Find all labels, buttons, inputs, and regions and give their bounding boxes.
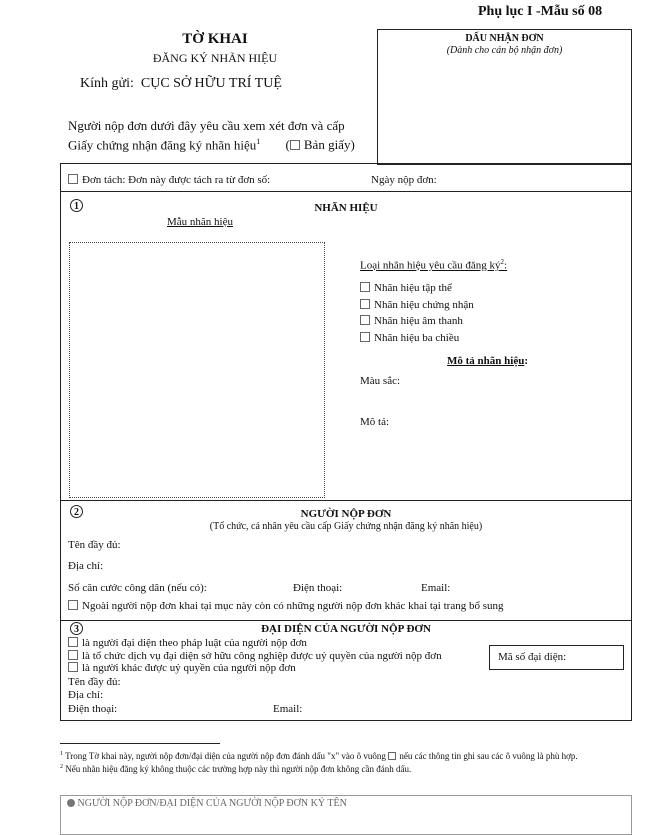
paper-checkbox[interactable] [290, 140, 300, 150]
form-title: TỜ KHAI [182, 31, 248, 47]
applicant-subtitle: (Tổ chức, cá nhân yêu cầu cấp Giấy chứng nhận đăng ký nhãn hiệu) [209, 521, 483, 532]
signature-box[interactable] [60, 795, 632, 835]
checkbox[interactable] [360, 299, 370, 309]
other-applicants-checkbox[interactable] [68, 600, 78, 610]
rep-address-label: Địa chỉ: [68, 689, 104, 701]
stamp-box [377, 29, 632, 165]
other-applicants-row [68, 600, 504, 612]
applicant-phone-label: Điện thoại: [293, 582, 343, 594]
footnote-2: $^2$ Nếu nhãn hiệu đăng ký không thuộc các trường hợp này thì người nộp đơn không cần đánh dấu. [60, 764, 412, 774]
signature-title-row [67, 798, 347, 809]
rep-code-label: Mã số đại diện: [498, 651, 567, 663]
section-number-1: 1 [70, 199, 83, 212]
split-application-row [68, 174, 270, 186]
mark-type-sound[interactable]: Nhãn hiệu âm thanh [360, 313, 474, 330]
footnotes [60, 749, 634, 775]
applicant-address-label: Địa chỉ: [68, 560, 104, 572]
split-checkbox[interactable] [68, 174, 78, 184]
checkbox[interactable] [360, 332, 370, 342]
request-text [68, 118, 372, 153]
paper-option: Bản giấy) [303, 137, 355, 153]
mark-type-3d[interactable]: Nhãn hiệu ba chiều [360, 330, 474, 347]
mark-description-title: Mô tả nhãn hiệu: [447, 355, 528, 367]
filing-date-label: Ngày nộp đơn: [371, 174, 437, 186]
representative-title: ĐẠI DIỆN CỦA NGƯỜI NỘP ĐƠN [261, 623, 431, 635]
rep-code-box[interactable] [489, 645, 624, 670]
mark-sample-box[interactable] [69, 242, 325, 498]
request-line-1: Người nộp đơn dưới đây yêu cầu xem xét đơn và cấp [68, 118, 345, 133]
mark-description-label: Mô tả: [360, 416, 390, 428]
rep-name-label: Tên đầy đủ: [68, 676, 121, 688]
section-number-3: 3 [70, 622, 83, 635]
split-label: Đơn tách: Đơn này được tách ra từ đơn số: [82, 174, 271, 186]
mark-section-title: NHÃN HIỆU [314, 202, 378, 214]
footnote-ref-1: 1 [256, 137, 261, 146]
checkbox[interactable] [68, 650, 78, 660]
section-number-2: 2 [70, 505, 83, 518]
applicant-email-label: Email: [421, 582, 451, 594]
mark-type-list [360, 280, 474, 346]
rep-phone-label: Điện thoại: [68, 703, 118, 715]
mark-type-certification[interactable]: Nhãn hiệu chứng nhận [360, 297, 474, 314]
mark-sample-label: Mẫu nhãn hiệu [167, 216, 233, 228]
divider [60, 500, 632, 501]
checkbox[interactable] [360, 315, 370, 325]
appendix-label: Phụ lục I -Mẫu số 08 [478, 4, 603, 19]
checkbox[interactable] [68, 637, 78, 647]
applicant-id-label: Số căn cước công dân (nếu có): [68, 582, 207, 594]
checkbox-icon [388, 752, 396, 760]
addressee-line [80, 76, 282, 92]
checkbox[interactable] [360, 282, 370, 292]
checkbox[interactable] [68, 662, 78, 672]
divider [60, 620, 632, 621]
signature-title: NGƯỜI NỘP ĐƠN/ĐẠI DIỆN CỦA NGƯỜI NỘP ĐƠN KÝ TÊN [77, 798, 347, 809]
stamp-note: (Dành cho cán bộ nhận đơn) [446, 45, 563, 56]
footnote-separator [60, 743, 220, 744]
footnote-1: $^1$ Trong Tờ khai này, người nộp đơn/đại diện của người nộp đơn đánh dấu "x" vào ô vuông nếu các thông tin ghi sau các ô vuông là phù hợp. [60, 751, 578, 761]
applicant-title: NGƯỜI NỘP ĐƠN [300, 508, 392, 520]
other-applicants-label: Ngoài người nộp đơn khai tại mục này còn có những người nộp đơn khác khai tại trang bổ sung [82, 600, 504, 612]
mark-color-label: Màu sắc: [360, 375, 401, 387]
mark-type-collective[interactable]: Nhãn hiệu tập thể [360, 280, 474, 297]
rep-option-other[interactable]: là người khác được uỷ quyền của người nộp đơn [68, 662, 442, 675]
rep-option-ip-agency[interactable]: là tổ chức dịch vụ đại diện sở hữu công nghiệp được uỷ quyền của người nộp đơn [68, 650, 442, 663]
section-bullet-icon [67, 799, 75, 807]
applicant-name-label: Tên đầy đủ: [68, 539, 121, 551]
divider [60, 191, 632, 192]
representative-options [68, 637, 442, 675]
stamp-title: DẤU NHẬN ĐƠN [465, 33, 544, 44]
addressee: CỤC SỞ HỮU TRÍ TUỆ [140, 76, 282, 91]
rep-option-legal[interactable]: là người đại diện theo pháp luật của người nộp đơn [68, 637, 442, 650]
mark-type-label: Loại nhãn hiệu yêu cầu đăng $ký^2$: [360, 258, 508, 272]
request-line-2: Giấy chứng nhận đăng ký nhãn hiệu$^1$ ( Bản giấy) [68, 137, 355, 153]
rep-email-label: Email: [273, 703, 303, 715]
addressee-label: Kính gửi: [80, 76, 134, 91]
form-subtitle: ĐĂNG KÝ NHÃN HIỆU [152, 51, 278, 65]
